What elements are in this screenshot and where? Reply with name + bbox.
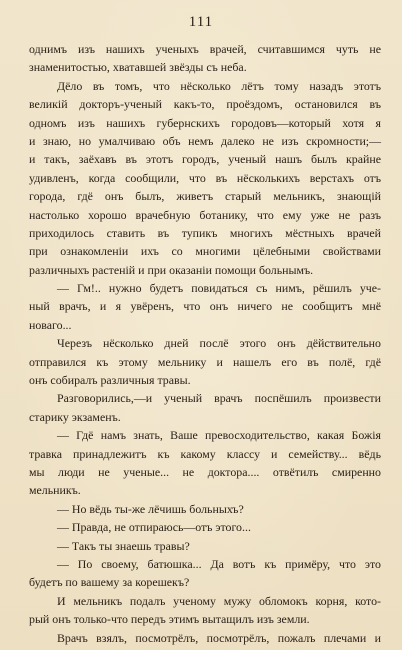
text-line: отправился къ этому мельнику и нашелъ его въ полё, гдё: [29, 354, 381, 369]
text-line: рый онъ только-что передъ этимъ вытащилъ изъ земли.: [29, 612, 310, 627]
text-line: Разговорились,—и ученый врачъ поспёшилъ произвести: [57, 391, 381, 406]
text-line: одномъ изъ нашихъ губернскихъ городовъ—который хотя я: [29, 115, 381, 130]
text-line: Врачъ взялъ, посмотрёлъ, посмотрёлъ, пожалъ плечами и: [57, 630, 381, 645]
text-line: — Гдё намъ знать, Ваше превосходительство, какая Божія: [57, 428, 381, 443]
body-text: [29, 40, 381, 647]
text-line: — Такъ ты знаешь травы?: [57, 538, 190, 553]
text-line: онъ собиралъ различныя травы.: [29, 373, 191, 388]
text-line: ный врачъ, и я увёренъ, что онъ ничего не сообщитъ мнё: [29, 299, 381, 314]
text-line: И мельникъ подалъ ученому мужу обломокъ корня, кото-: [57, 593, 381, 608]
text-line: — Но вёдь ты-же лёчишь больныхъ?: [57, 501, 244, 516]
text-line: удивленъ, когда сообщили, что въ нёсколькихъ верстахъ отъ: [29, 170, 381, 185]
text-line: — Правда, не отпираюсь—отъ этого...: [57, 520, 251, 535]
text-line: старику экзаменъ.: [29, 409, 121, 424]
page-number: 111: [188, 14, 214, 30]
text-line: мы люди не ученые... не доктора.... отвётилъ смиренно: [29, 464, 381, 479]
text-line: различныхъ растеній и при оказаніи помощи больнымъ.: [29, 262, 314, 277]
text-line: будетъ по вашему за корешекъ?: [29, 575, 190, 590]
text-line: при ознакомленіи ихъ со многими цёлебными свойствами: [29, 244, 381, 259]
text-line: и знаю, но умалчиваю объ немъ далеко не изъ скромности;—: [29, 133, 381, 148]
text-line: — Гм!.. нужно будетъ повидаться съ нимъ, рёшилъ уче-: [57, 281, 381, 296]
text-line: Черезъ нёсколько дней послё этого онъ дёйствительно: [57, 336, 381, 351]
text-line: — По своему, батюшка... Да вотъ къ примёру, что это: [57, 556, 381, 571]
text-line: Дёло въ томъ, что нёсколько лётъ тому назадъ этотъ: [57, 78, 381, 93]
text-line: знаменитостью, хватавшей звёзды съ неба.: [29, 60, 247, 75]
text-line: великій докторъ-ученый какъ-то, проёздомъ, остановился въ: [29, 97, 381, 112]
text-line: новаго...: [29, 317, 72, 332]
text-line: и такъ, заёхавъ въ этотъ городъ, ученый нашъ былъ крайне: [29, 152, 381, 167]
text-line: настолько хорошо врачебную ботанику, что ему уже не разъ: [29, 207, 381, 222]
text-line: города, гдё онъ былъ, живетъ старый мельникъ, знающій: [29, 189, 381, 204]
text-line: травка принадлежитъ къ какому классу и семейству... вёдь: [29, 446, 381, 461]
text-line: однимъ изъ нашихъ ученыхъ врачей, считавшимся чуть не: [29, 42, 381, 56]
text-line: приходилось ставить въ тупикъ многихъ мёстныхъ врачей: [29, 225, 381, 240]
text-line: мельникъ.: [29, 483, 81, 498]
